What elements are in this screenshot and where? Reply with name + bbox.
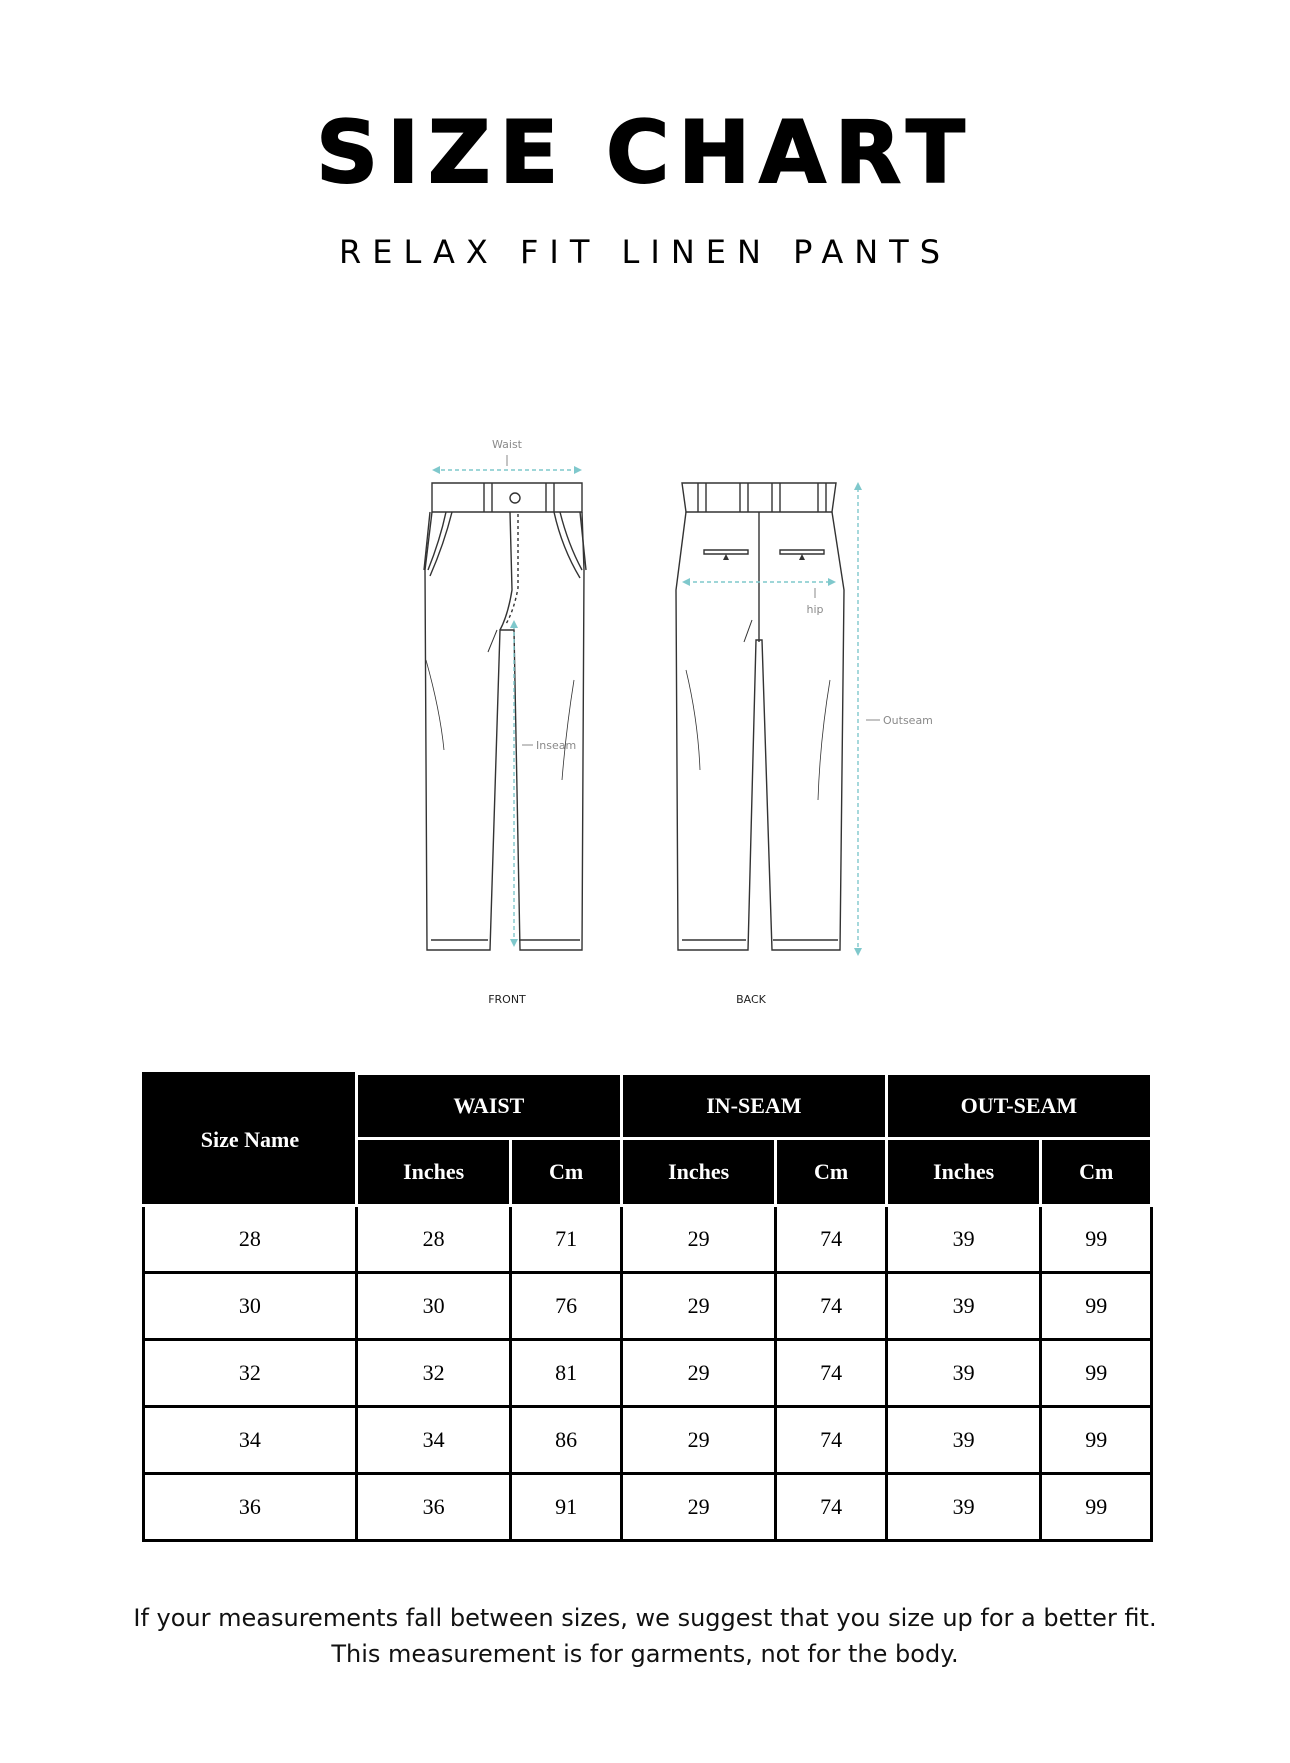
unit-header: Cm: [511, 1139, 621, 1206]
table-cell: 39: [886, 1273, 1041, 1340]
table-cell: 86: [511, 1407, 621, 1474]
table-cell: 74: [776, 1206, 886, 1273]
note-line-1: If your measurements fall between sizes, we suggest that you size up for a better fit.: [133, 1604, 1157, 1632]
outseam-group-header: OUT-SEAM: [886, 1074, 1151, 1139]
table-cell: 29: [621, 1474, 776, 1541]
table-cell: 91: [511, 1474, 621, 1541]
table-cell: 34: [144, 1407, 357, 1474]
table-cell: 28: [144, 1206, 357, 1273]
table-cell: 39: [886, 1474, 1041, 1541]
table-row: [144, 1407, 1152, 1474]
waist-label: Waist: [491, 438, 523, 451]
hip-label: hip: [806, 603, 824, 616]
note-line-2: This measurement is for garments, not for the body.: [331, 1640, 959, 1668]
table-cell: 39: [886, 1206, 1041, 1273]
table-cell: 30: [144, 1273, 357, 1340]
table-cell: 39: [886, 1340, 1041, 1407]
inseam-label: Inseam: [536, 739, 577, 752]
inseam-group-header: IN-SEAM: [621, 1074, 886, 1139]
unit-header: Inches: [356, 1139, 511, 1206]
table-cell: 28: [356, 1206, 511, 1273]
waist-group-header: WAIST: [356, 1074, 621, 1139]
table-cell: 99: [1041, 1340, 1152, 1407]
table-cell: 74: [776, 1407, 886, 1474]
product-subtitle: RELAX FIT LINEN PANTS: [338, 233, 952, 271]
table-cell: 30: [356, 1273, 511, 1340]
hip-measure-line: [682, 482, 862, 956]
waist-measure-line: [432, 466, 582, 947]
table-cell: 29: [621, 1340, 776, 1407]
table-row: [144, 1206, 1152, 1273]
table-cell: 74: [776, 1273, 886, 1340]
table-cell: 32: [356, 1340, 511, 1407]
back-label: BACK: [736, 993, 766, 1006]
unit-header: Inches: [621, 1139, 776, 1206]
table-cell: 99: [1041, 1206, 1152, 1273]
table-cell: 99: [1041, 1407, 1152, 1474]
table-row: [144, 1474, 1152, 1541]
front-label: FRONT: [488, 993, 526, 1006]
table-cell: 36: [144, 1474, 357, 1541]
unit-header: Inches: [886, 1139, 1041, 1206]
table-cell: 29: [621, 1407, 776, 1474]
size-name-header: Size Name: [144, 1074, 357, 1206]
table-cell: 29: [621, 1206, 776, 1273]
table-row: [144, 1273, 1152, 1340]
pants-diagram: [400, 420, 960, 1010]
front-pants-illustration: [424, 483, 586, 950]
unit-header: Cm: [776, 1139, 886, 1206]
back-pants-illustration: [676, 483, 844, 950]
table-cell: 74: [776, 1340, 886, 1407]
table-cell: 29: [621, 1273, 776, 1340]
outseam-label: Outseam: [883, 714, 933, 727]
table-cell: 76: [511, 1273, 621, 1340]
table-cell: 99: [1041, 1273, 1152, 1340]
table-cell: 99: [1041, 1474, 1152, 1541]
table-cell: 34: [356, 1407, 511, 1474]
table-cell: 71: [511, 1206, 621, 1273]
page-title: SIZE CHART: [316, 103, 974, 203]
unit-header: Cm: [1041, 1139, 1152, 1206]
table-cell: 32: [144, 1340, 357, 1407]
table-cell: 74: [776, 1474, 886, 1541]
table-cell: 39: [886, 1407, 1041, 1474]
table-row: [144, 1340, 1152, 1407]
table-cell: 36: [356, 1474, 511, 1541]
size-note: [0, 1600, 1290, 1672]
size-table: [142, 1072, 1153, 1542]
table-cell: 81: [511, 1340, 621, 1407]
